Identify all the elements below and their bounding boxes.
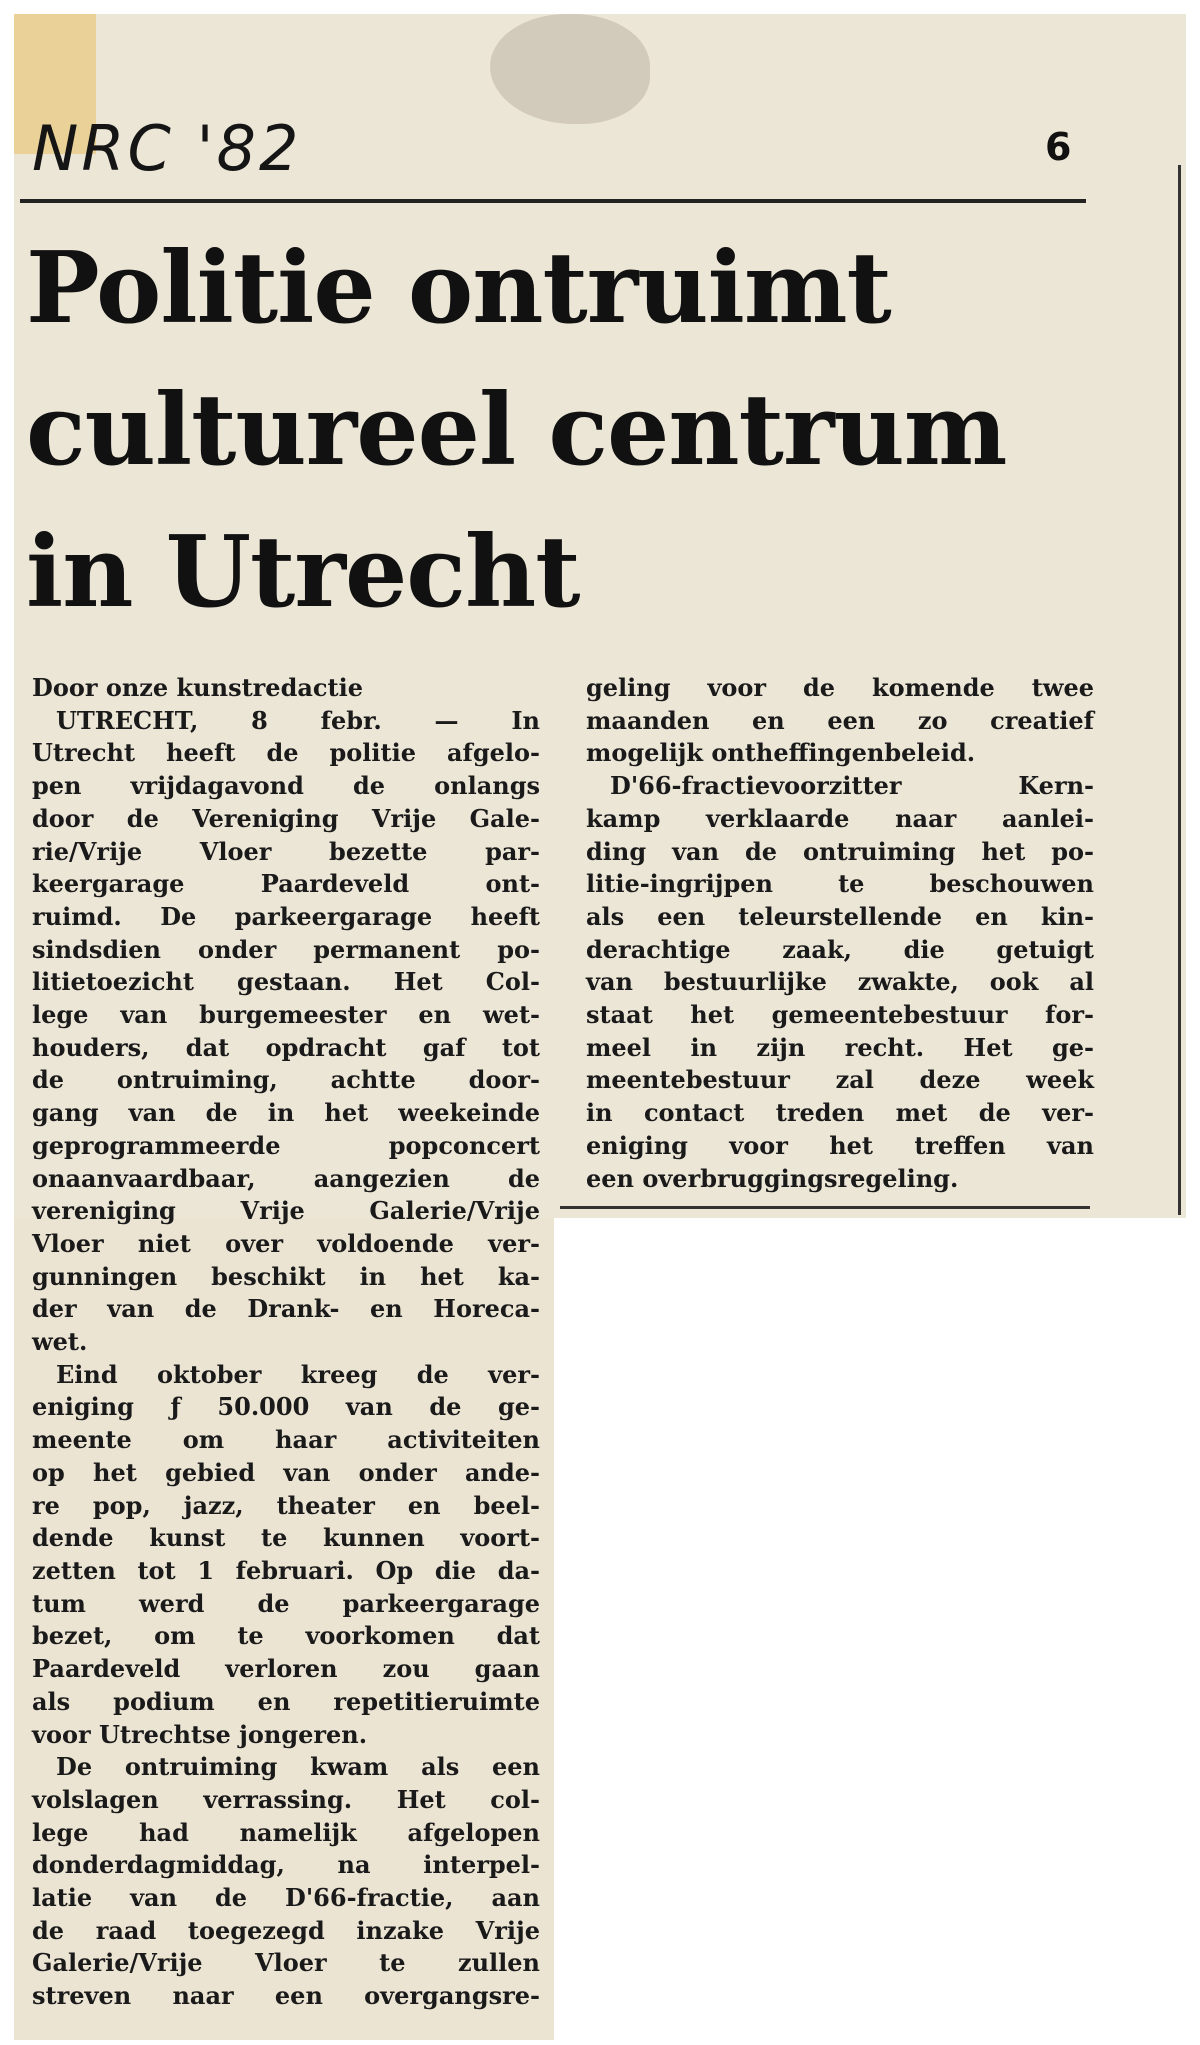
text-line: kamp verklaarde naar aanlei-: [586, 803, 1094, 833]
text-line: een overbruggingsregeling.: [586, 1163, 959, 1193]
text-line: houders, dat opdracht gaf tot: [32, 1032, 540, 1062]
text-line: streven naar een overgangsre-: [32, 1981, 540, 2011]
headline-line: in Utrecht: [26, 515, 580, 630]
text-line: de raad toegezegd inzake Vrije: [32, 1915, 540, 1945]
article-column-2: [586, 672, 1094, 1195]
text-line: gunningen beschikt in het ka-: [32, 1261, 540, 1291]
column-end-rule: [560, 1206, 1090, 1209]
text-line: lege van burgemeester en wet-: [32, 1000, 540, 1030]
headline-line: cultureel centrum: [26, 373, 1007, 488]
column-rule: [1178, 165, 1181, 1215]
text-line: Utrecht heeft de politie afgelo-: [32, 738, 540, 768]
text-line: zetten tot 1 februari. Op die da-: [32, 1555, 540, 1585]
text-line: tum werd de parkeergarage: [32, 1588, 540, 1618]
text-line: staat het gemeentebestuur for-: [586, 1000, 1094, 1030]
text-line: re pop, jazz, theater en beel-: [32, 1490, 540, 1520]
text-line: gang van de in het weekeinde: [32, 1098, 540, 1128]
text-line: Vloer niet over voldoende ver-: [32, 1228, 540, 1258]
text-line: als een teleurstellende en kin-: [586, 901, 1094, 931]
text-line: ding van de ontruiming het po-: [586, 836, 1094, 866]
article-column-1: [32, 672, 540, 2013]
text-line: Galerie/Vrije Vloer te zullen: [32, 1948, 540, 1978]
text-line: geprogrammeerde popconcert: [32, 1130, 540, 1160]
text-line: donderdagmiddag, na interpel-: [32, 1850, 540, 1880]
page-number: 6: [1045, 125, 1072, 169]
text-line: UTRECHT, 8 febr. — In: [56, 705, 540, 735]
text-line: mogelijk ontheffingenbeleid.: [586, 738, 976, 768]
text-line: op het gebied van onder ande-: [32, 1457, 540, 1487]
text-line: sindsdien onder permanent po-: [32, 934, 540, 964]
text-line: meente om haar activiteiten: [32, 1425, 540, 1455]
text-line: lege had namelijk afgelopen: [32, 1817, 540, 1847]
text-line: litietoezicht gestaan. Het Col-: [32, 967, 540, 997]
headline-line: Politie ontruimt: [26, 231, 891, 346]
text-line: derachtige zaak, die getuigt: [586, 934, 1094, 964]
text-line: Paardeveld verloren zou gaan: [32, 1654, 540, 1684]
text-line: eniging voor het treffen van: [586, 1130, 1094, 1160]
text-line: rie/Vrije Vloer bezette par-: [32, 836, 540, 866]
text-line: bezet, om te voorkomen dat: [32, 1621, 540, 1651]
article-headline: [26, 218, 1156, 644]
text-line: Eind oktober kreeg de ver-: [56, 1359, 540, 1389]
text-line: de ontruiming, achtte door-: [32, 1065, 540, 1095]
text-line: keergarage Paardeveld ont-: [32, 869, 540, 899]
text-line: vereniging Vrije Galerie/Vrije: [32, 1196, 540, 1226]
top-rule: [20, 199, 1086, 203]
text-line: als podium en repetitieruimte: [32, 1686, 540, 1716]
text-line: maanden en een zo creatief: [586, 705, 1094, 735]
text-line: dende kunst te kunnen voort-: [32, 1523, 540, 1553]
text-line: voor Utrechtse jongeren.: [32, 1719, 368, 1749]
text-line: van bestuurlijke zwakte, ook al: [586, 967, 1094, 997]
text-line: der van de Drank- en Horeca-: [32, 1294, 540, 1324]
text-line: in contact treden met de ver-: [586, 1098, 1094, 1128]
byline: Door onze kunstredactie: [32, 673, 363, 702]
text-line: litie-ingrijpen te beschouwen: [586, 869, 1094, 899]
text-line: volslagen verrassing. Het col-: [32, 1784, 540, 1814]
text-line: meel in zijn recht. Het ge-: [586, 1032, 1094, 1062]
text-line: De ontruiming kwam als een: [56, 1752, 540, 1782]
text-line: onaanvaardbaar, aangezien de: [32, 1163, 540, 1193]
text-line: door de Vereniging Vrije Gale-: [32, 803, 540, 833]
text-line: D'66-fractievoorzitter Kern-: [610, 771, 1094, 801]
text-line: pen vrijdagavond de onlangs: [32, 771, 540, 801]
text-line: latie van de D'66-fractie, aan: [32, 1883, 540, 1913]
text-line: meentebestuur zal deze week: [586, 1065, 1094, 1095]
text-line: eniging ƒ 50.000 van de ge-: [32, 1392, 540, 1422]
text-line: geling voor de komende twee: [586, 673, 1094, 702]
text-line: ruimd. De parkeergarage heeft: [32, 901, 540, 931]
handwritten-masthead: NRC '82: [32, 112, 302, 185]
text-line: wet.: [32, 1327, 88, 1357]
